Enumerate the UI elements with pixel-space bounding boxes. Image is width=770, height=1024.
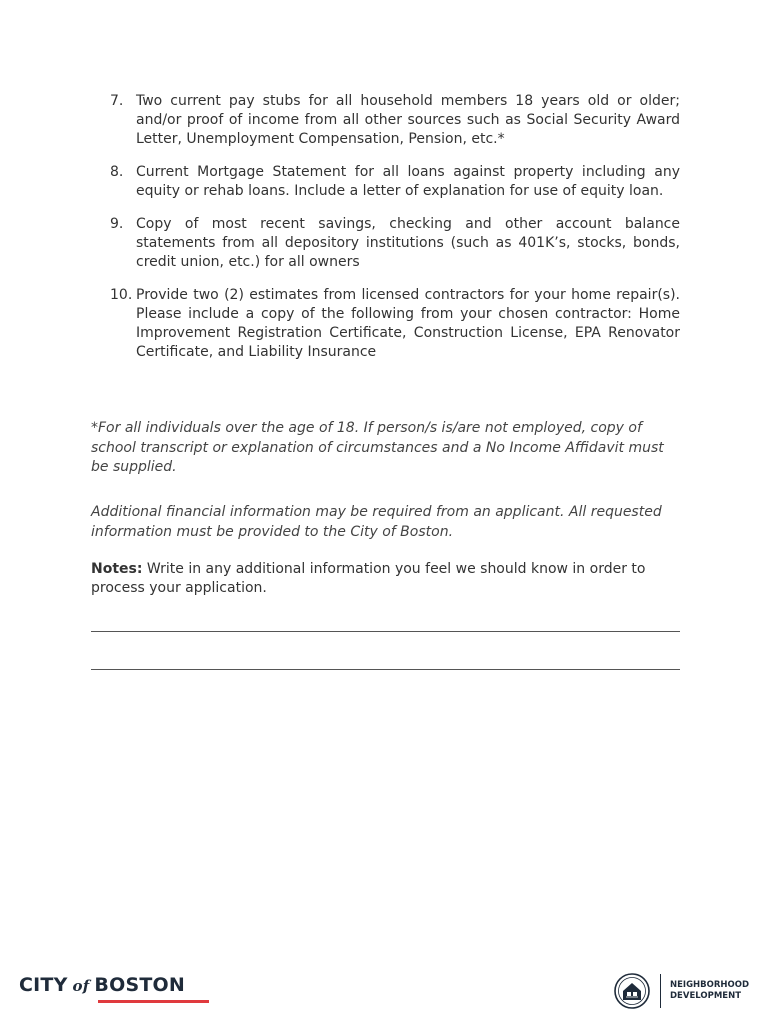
notes-paragraph [91,560,681,598]
list-item [110,215,680,272]
logo-of: of [72,977,90,995]
list-item-number: 9. [110,216,124,232]
list-item-text: Copy of most recent savings, checking and other account balance statements from all depository institutions (such as 401K’s, stocks, bonds, credit union, etc.) for all owners [136,216,680,270]
department-name [670,980,749,1002]
list-item-number: 7. [110,93,124,109]
list-item-number: 10. [110,287,133,303]
notes-text: Write in any additional information you feel we should know in order to process your application. [91,561,646,596]
list-item [110,163,680,201]
footnote-individuals: *For all individuals over the age of 18. If person/s is/are not employed, copy of school transcript or explanation of circumstances and a No Income Affidavit must be supplied. [91,420,664,475]
list-item [110,92,680,149]
list-item-number: 8. [110,164,124,180]
city-seal-icon [614,973,650,1009]
department-line-2: DEVELOPMENT [670,991,741,1001]
list-item-text: Provide two (2) estimates from licensed contractors for your home repair(s). Please include a copy of the following from your chosen contractor: Home Improvement Registration Certificate, Construction License, EPA Renovator Certificate, and Liability Insurance [136,287,680,360]
notes-label: Notes: [91,561,143,577]
logo-wordmark [19,974,185,996]
logo-city: CITY [19,974,68,996]
neighborhood-development-logo [614,970,764,1012]
list-item-text: Two current pay stubs for all household members 18 years old or older; and/or proof of income from all other sources such as Social Security Award Letter, Unemployment Compensation, Pension, etc.* [136,93,680,147]
city-of-boston-logo [19,974,185,1008]
requirements-list [110,92,680,376]
list-item-text: Current Mortgage Statement for all loans against property including any equity or rehab loans. Include a letter of explanation for use of equity loan. [136,164,680,199]
footnote-additional-info: Additional financial information may be required from an applicant. All requested information must be provided to the City of Boston. [91,504,662,540]
department-line-1: NEIGHBORHOOD [670,980,750,990]
logo-underline [98,1000,209,1003]
list-item [110,286,680,362]
logo-boston: BOSTON [94,974,185,996]
notes-write-line[interactable] [91,631,680,632]
notes-write-line[interactable] [91,669,680,670]
logo-divider [660,974,661,1008]
